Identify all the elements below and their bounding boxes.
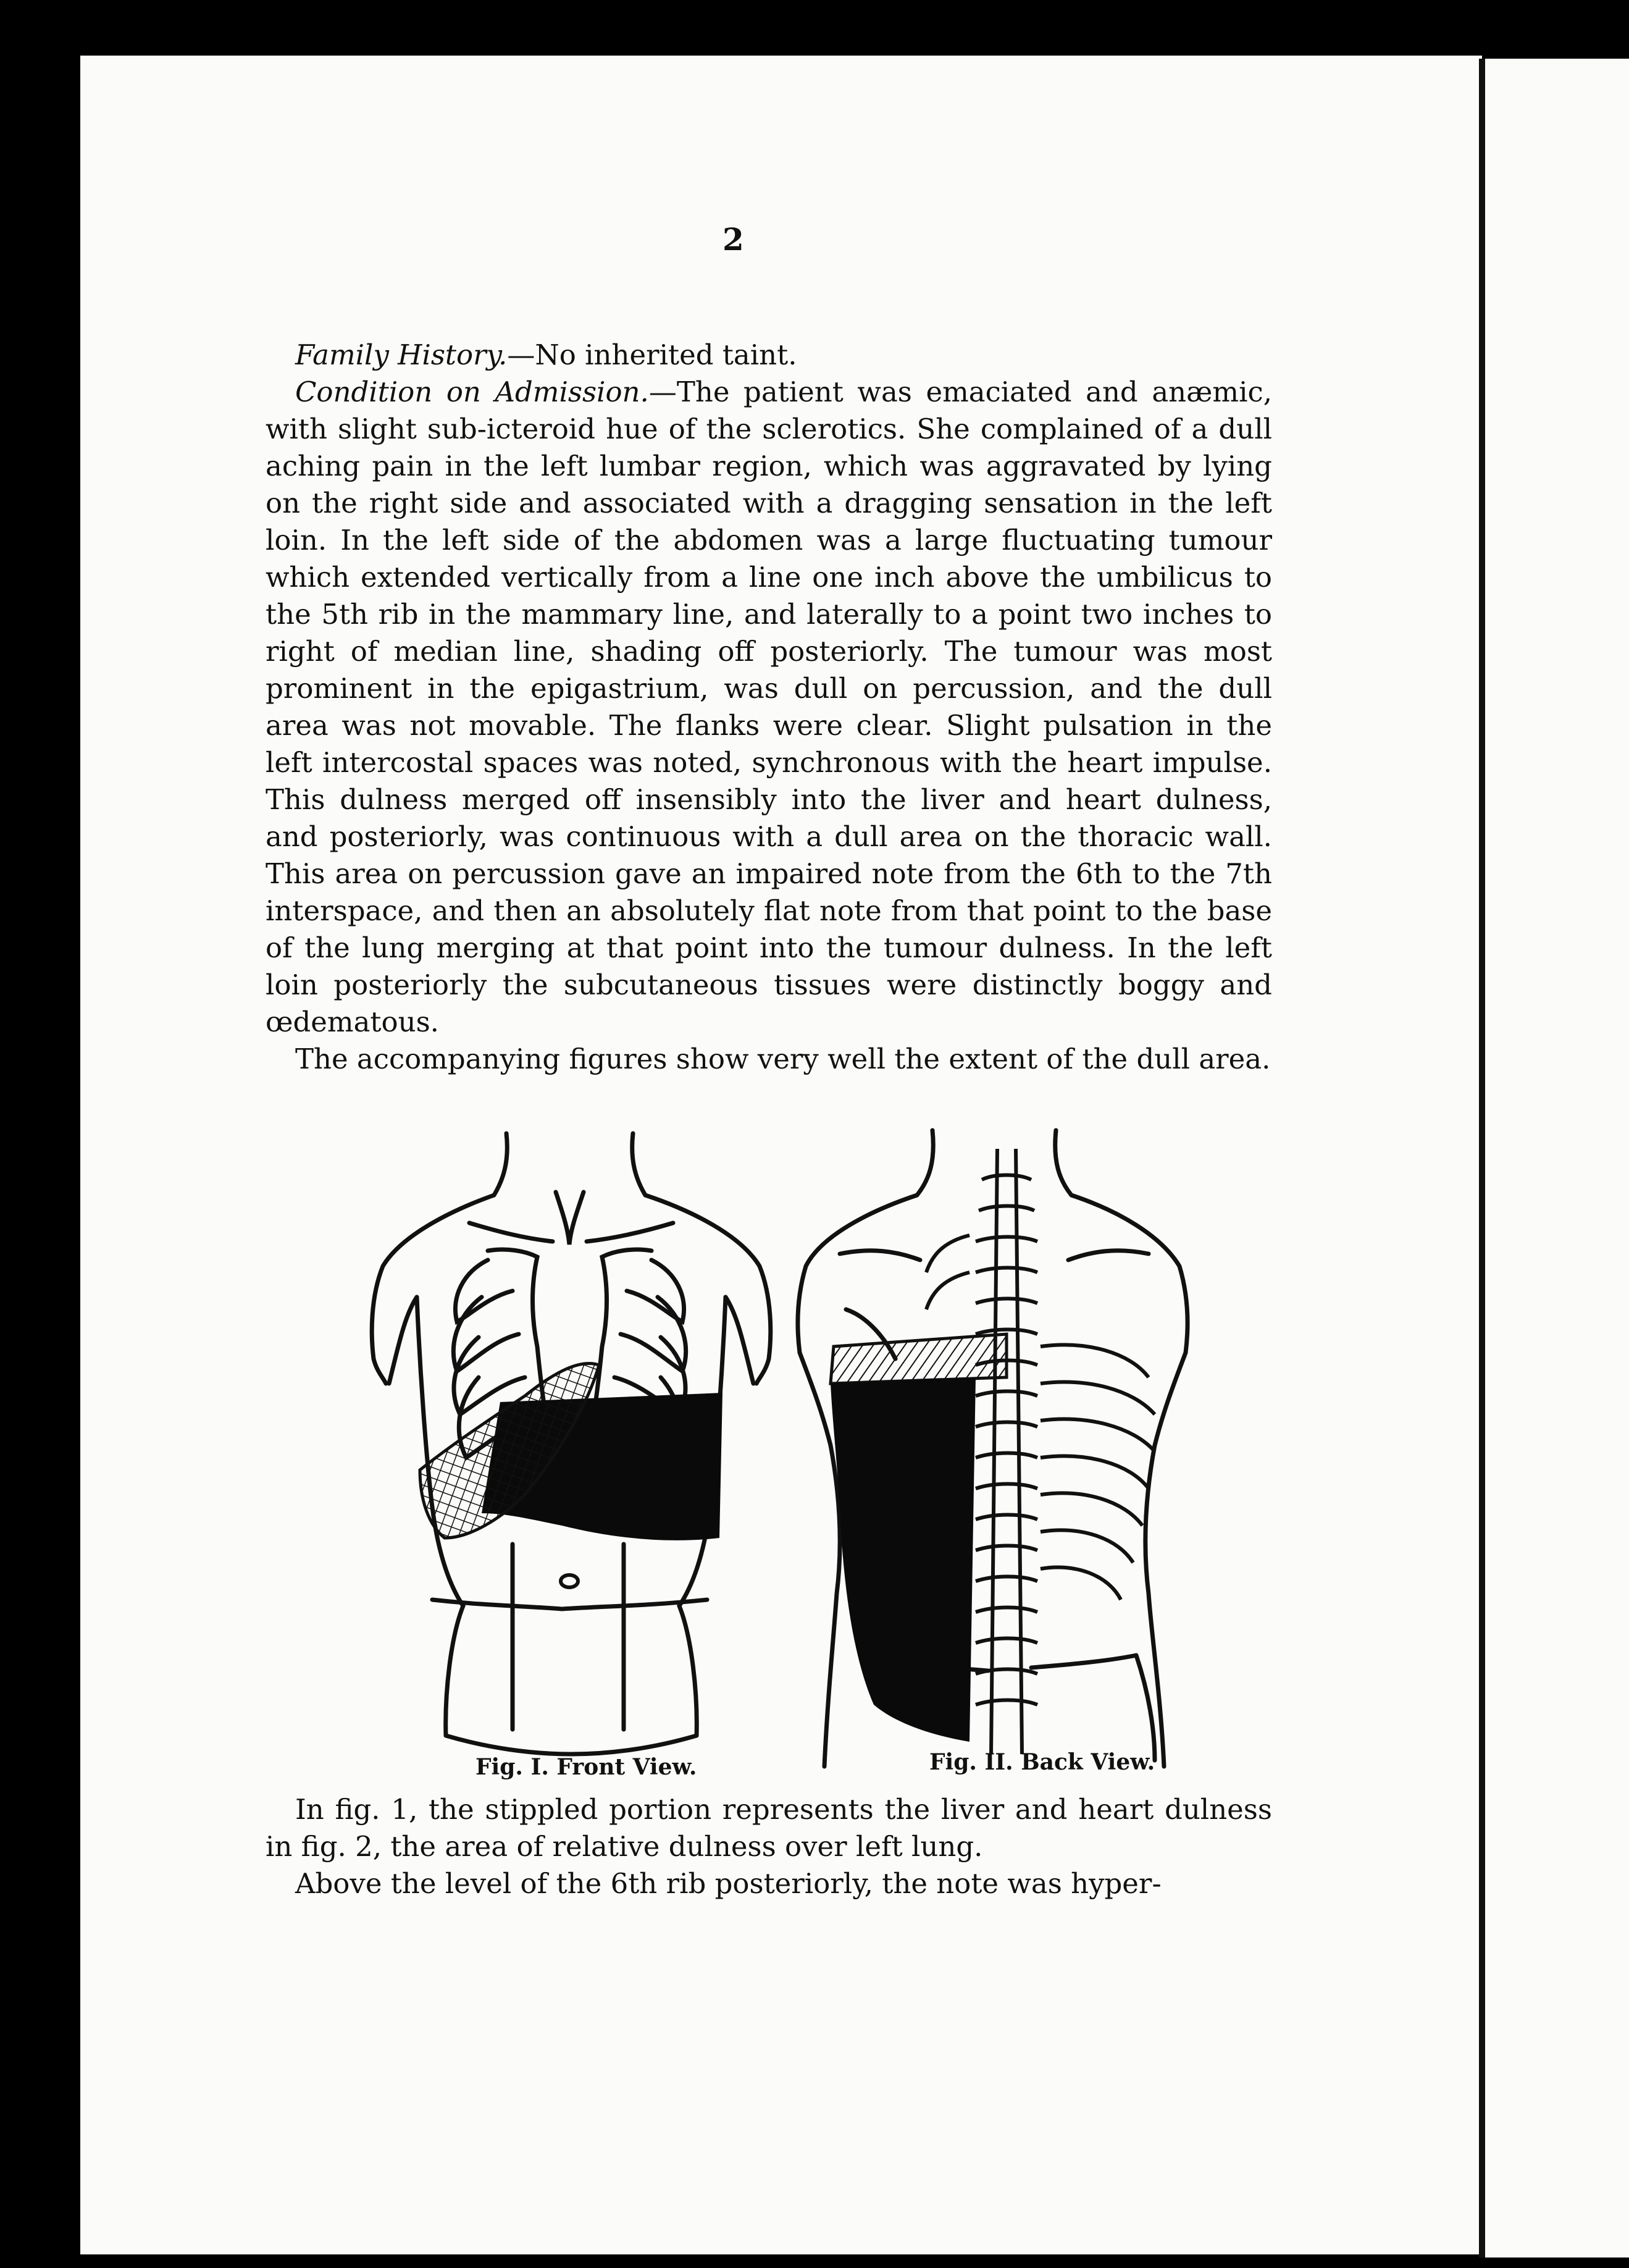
family-history-label: Family History. — [295, 338, 508, 371]
umbilicus-mark — [561, 1575, 578, 1587]
anatomical-figures — [266, 1112, 1278, 1804]
condition-paragraph — [266, 374, 1272, 1041]
last-line: Above the level of the 6th rib posteriorly, the note was hyper- — [295, 1867, 1162, 1900]
figures-intro-paragraph: The accompanying figures show very well the extent of the dull area. — [295, 1043, 1271, 1075]
main-text — [266, 337, 1272, 1078]
condition-text: —The patient was emaciated and anæmic, with slight sub-icteroid hue of the sclerotics. She complained of a dull aching pain in the left lumbar region, which was aggravated by lying on the right side and associated with a dragging sensation in the left loin. In the left side of the abdomen was a large fluctuating tumour which extended vertically from a line one inch above the umbilicus to the 5th rib in the mammary line, and laterally to a point two inches to right of median line, shading off posteriorly. The tumour was most prominent in the epigastrium, was dull on percussion, and the dull area was not movable. The flanks were clear. Slight pulsation in the left intercostal spaces was noted, synchronous with the heart impulse. This dulness merged off insensibly into the liver and heart dulness, and posteriorly, was continuous with a dull area on the thoracic wall. This area on percussion gave an impaired note from the 6th to the 7th interspace, and then an absolutely flat note from that point to the base of the lung merging at that point into the tumour dulness. In the left loin posteriorly the subcutaneous tissues were distinctly boggy and œdematous. — [266, 376, 1272, 1038]
page-number: 2 — [722, 221, 744, 258]
back-hatched-area — [831, 1334, 1007, 1384]
torso-drawings — [266, 1112, 1278, 1804]
fig2-caption: Fig. II. Back View. — [929, 1749, 1155, 1775]
bottom-text — [266, 1791, 1272, 1902]
family-history-paragraph — [266, 337, 1272, 374]
fig1-caption: Fig. I. Front View. — [475, 1754, 697, 1780]
family-history-text: —No inherited taint. — [507, 338, 797, 371]
figure-explanation: In fig. 1, the stippled portion represents the liver and heart dulness in fig. 2, the area of relative dulness over left lung. — [266, 1793, 1272, 1863]
adjacent-page-edge — [1479, 59, 1629, 2258]
spine — [976, 1149, 1037, 1754]
condition-label: Condition on Admission. — [295, 376, 649, 408]
back-dull-area — [831, 1377, 976, 1742]
